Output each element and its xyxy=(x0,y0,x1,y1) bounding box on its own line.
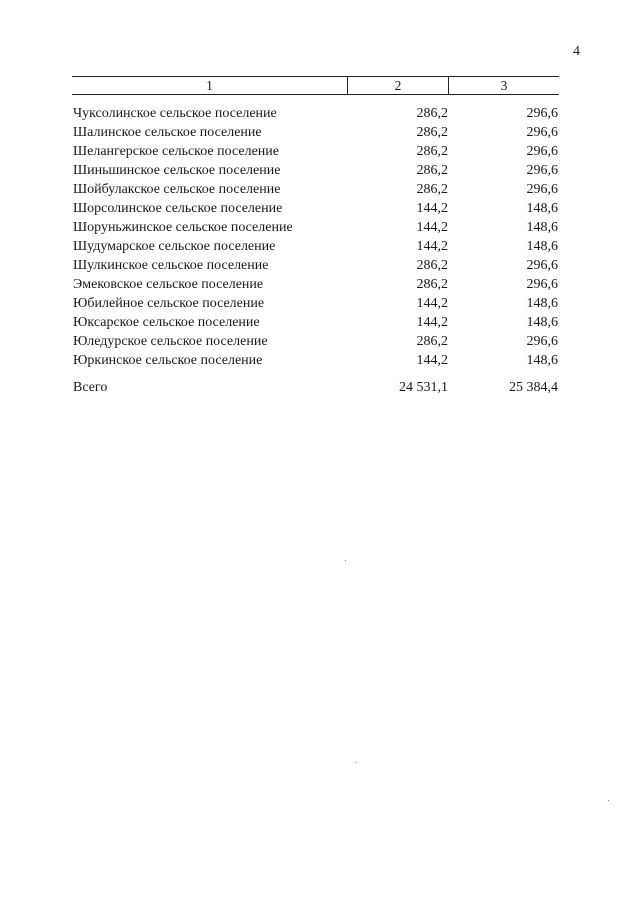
table-row xyxy=(72,199,559,218)
value-col2: 286,2 xyxy=(416,125,448,140)
value-col3: 296,6 xyxy=(526,277,558,292)
settlement-name: Шелангерское сельское поселение xyxy=(73,144,279,159)
value-col2: 144,2 xyxy=(416,296,448,311)
table-row xyxy=(72,351,559,370)
scan-speck xyxy=(608,800,609,801)
value-col3: 296,6 xyxy=(526,125,558,140)
table-row xyxy=(72,218,559,237)
table-row xyxy=(72,237,559,256)
value-col2: 286,2 xyxy=(416,106,448,121)
value-col2: 286,2 xyxy=(416,182,448,197)
value-col3: 148,6 xyxy=(526,220,558,235)
value-col3: 296,6 xyxy=(526,182,558,197)
table-row xyxy=(72,161,559,180)
table-row xyxy=(72,332,559,351)
settlement-name: Шулкинское сельское поселение xyxy=(73,258,269,273)
value-col3: 296,6 xyxy=(526,144,558,159)
value-col2: 144,2 xyxy=(416,315,448,330)
table-header xyxy=(72,76,559,95)
value-col2: 144,2 xyxy=(416,201,448,216)
value-col3: 148,6 xyxy=(526,239,558,254)
table-row xyxy=(72,294,559,313)
value-col2: 286,2 xyxy=(416,163,448,178)
value-col2: 144,2 xyxy=(416,220,448,235)
table-row xyxy=(72,180,559,199)
data-table xyxy=(72,76,559,397)
settlement-name: Шиньшинское сельское поселение xyxy=(73,163,281,178)
value-col3: 296,6 xyxy=(526,334,558,349)
table-row xyxy=(72,313,559,332)
value-col2: 286,2 xyxy=(416,334,448,349)
total-col3: 25 384,4 xyxy=(509,380,558,395)
value-col3: 148,6 xyxy=(526,315,558,330)
table-body xyxy=(72,104,559,397)
value-col3: 148,6 xyxy=(526,201,558,216)
value-col2: 286,2 xyxy=(416,144,448,159)
settlement-name: Шорсолинское сельское поселение xyxy=(73,201,283,216)
page-number: 4 xyxy=(573,44,580,59)
total-row xyxy=(72,378,559,397)
settlement-name: Эмековское сельское поселение xyxy=(73,277,264,292)
value-col3: 296,6 xyxy=(526,106,558,121)
settlement-name: Юркинское сельское поселение xyxy=(73,353,263,368)
settlement-name: Юксарское сельское поселение xyxy=(73,315,260,330)
value-col3: 148,6 xyxy=(526,353,558,368)
value-col2: 286,2 xyxy=(416,277,448,292)
settlement-name: Шалинское сельское поселение xyxy=(73,125,262,140)
settlement-name: Шудумарское сельское поселение xyxy=(73,239,276,254)
scan-speck xyxy=(355,762,356,763)
table-row xyxy=(72,275,559,294)
value-col2: 286,2 xyxy=(416,258,448,273)
value-col2: 144,2 xyxy=(416,353,448,368)
settlement-name: Шойбулакское сельское поселение xyxy=(73,182,281,197)
value-col3: 296,6 xyxy=(526,258,558,273)
total-col2: 24 531,1 xyxy=(399,380,448,395)
settlement-name: Шоруньжинское сельское поселение xyxy=(73,220,293,235)
settlement-name: Чуксолинское сельское поселение xyxy=(73,106,277,121)
scan-speck xyxy=(345,560,346,561)
value-col3: 296,6 xyxy=(526,163,558,178)
settlement-name: Юбилейное сельское поселение xyxy=(73,296,265,311)
total-label: Всего xyxy=(73,380,108,395)
column-header-1: 1 xyxy=(72,77,348,94)
value-col3: 148,6 xyxy=(526,296,558,311)
table-row xyxy=(72,142,559,161)
value-col2: 144,2 xyxy=(416,239,448,254)
table-row xyxy=(72,256,559,275)
table-row xyxy=(72,104,559,123)
column-header-3: 3 xyxy=(500,78,508,93)
table-row xyxy=(72,123,559,142)
column-header-2: 2 xyxy=(348,77,449,94)
settlement-name: Юледурское сельское поселение xyxy=(73,334,268,349)
